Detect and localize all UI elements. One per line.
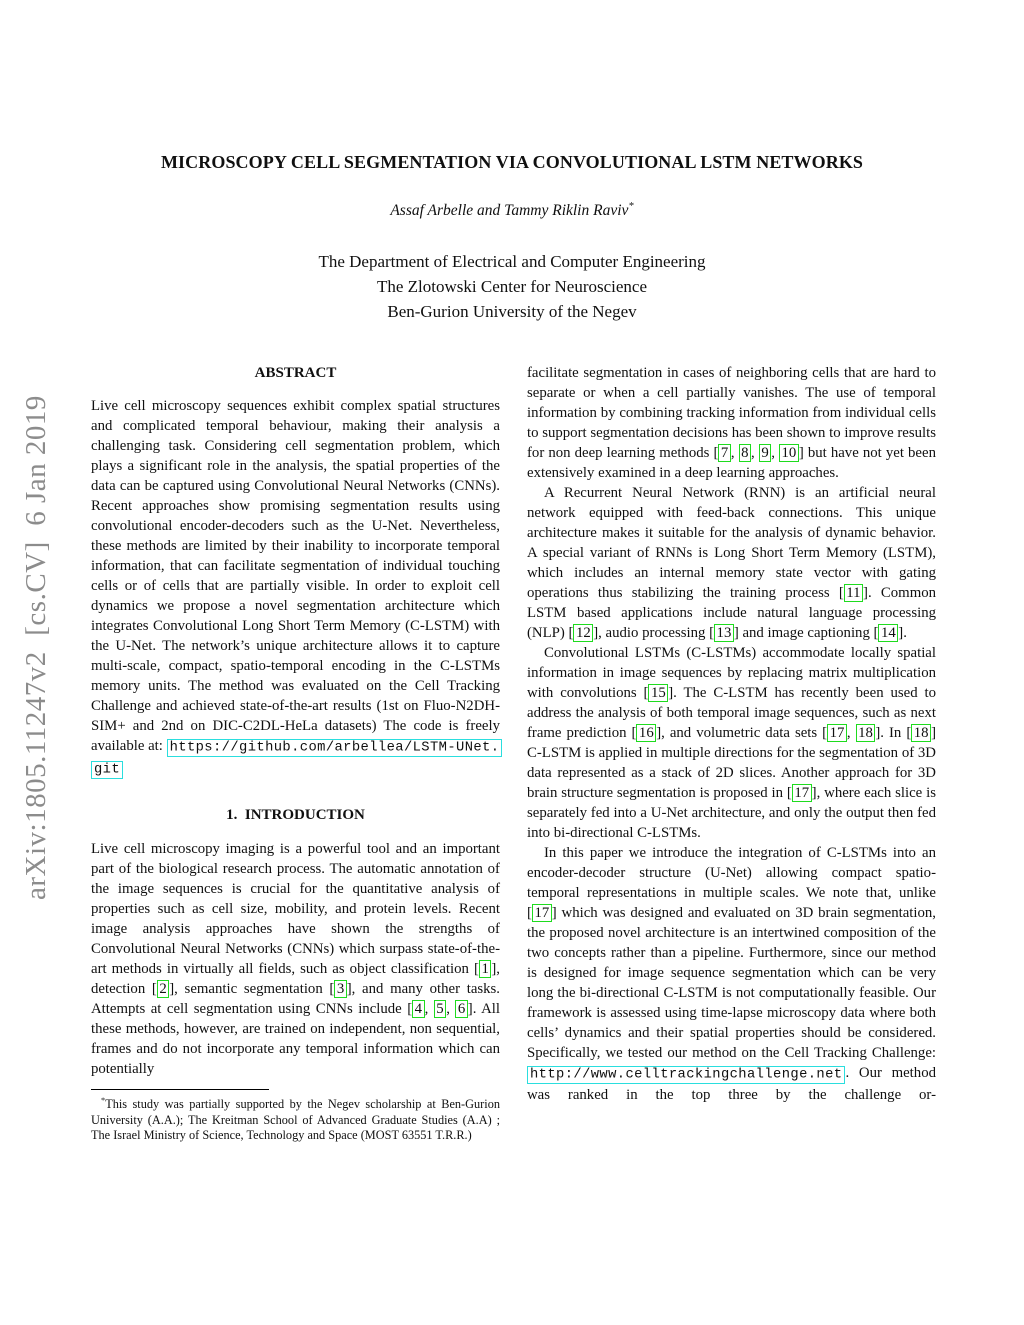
citation-ref[interactable]: 13	[714, 624, 734, 642]
citation-ref[interactable]: 10	[779, 444, 799, 462]
abstract-heading: ABSTRACT	[254, 365, 337, 381]
citation-ref[interactable]: 4	[412, 1000, 424, 1018]
affiliation-block	[0, 249, 1024, 324]
paper-title: MICROSCOPY CELL SEGMENTATION VIA CONVOLUTIONAL LSTM NETWORKS	[160, 152, 864, 172]
hyperlink[interactable]: https://github.com/arbellea/LSTM-UNet.git	[91, 739, 502, 779]
body-paragraph: A Recurrent Neural Network (RNN) is an artificial neural network equipped with feed-back connections. This unique architecture makes it suitable for the analysis of dynamic behavior. A special variant of RNNs is Long Short Term Memory (LSTM), which includes an internal memory state vector with gating operations thus stabilizing the training process [ 11 ]. Common LSTM based applications include natural language processing (NLP) [ 12 ], audio processing [ 13 ] and image captioning [ 14 ].	[527, 485, 936, 641]
citation-ref[interactable]: 17	[827, 724, 847, 742]
right-column	[527, 363, 936, 1105]
citation-ref[interactable]: 7	[718, 444, 730, 462]
arxiv-watermark: arXiv:1805.11247v2 [cs.CV] 6 Jan 2019	[20, 395, 52, 901]
affiliation-line: Ben-Gurion University of the Negev	[387, 302, 637, 321]
citation-ref[interactable]: 6	[455, 1000, 467, 1018]
footnote-rule	[91, 1089, 269, 1090]
body-paragraph: facilitate segmentation in cases of neighboring cells that are hard to separate or when a cell partially vanishes. The use of temporal information by combining tracking information from individual cells to support segmentation decisions has been shown to improve results for non deep learning methods [ 7 , 8 , 9 , 10 ] but have not yet been extensively examined in a deep learning approaches.	[527, 365, 936, 481]
body-paragraph: In this paper we introduce the integration of C-LSTMs into an encoder-decoder structure (U-Net) allowing compact spatio-temporal representations in multiple scales. We note that, unlike [ 17 ] which was designed and evaluated on 3D brain segmentation, the proposed novel architecture is an intertwined composition of the two concepts rather than a pipeline. Furthermore, since our method is designed for image sequence segmentation which can be very long the bi-directional C-LSTM is not computationally feasible. Our framework is assessed using time-lapse microscopy data where both cells’ dynamics and their spatial properties should be considered. Specifically, we tested our method on the Cell Tracking Challenge: http://www.celltrackingchallenge.net . Our method was ranked in the top three by the challenge or-	[527, 845, 936, 1103]
citation-ref[interactable]: 15	[648, 684, 668, 702]
two-column-body	[91, 363, 936, 1144]
citation-ref[interactable]: 17	[532, 904, 552, 922]
affiliation-line: The Zlotowski Center for Neuroscience	[376, 277, 648, 296]
affiliation-line: The Department of Electrical and Computer Engineering	[318, 252, 706, 271]
citation-ref[interactable]: 5	[434, 1000, 446, 1018]
citation-ref[interactable]: 9	[759, 444, 771, 462]
citation-ref[interactable]: 11	[844, 584, 863, 602]
citation-ref[interactable]: 1	[479, 960, 491, 978]
authors-names: Assaf Arbelle and Tammy Riklin Raviv	[390, 202, 629, 219]
left-column	[91, 363, 500, 1144]
citation-ref[interactable]: 8	[739, 444, 751, 462]
author-footnote-mark: *	[628, 200, 634, 212]
intro-paragraph: Live cell microscopy imaging is a powerful tool and an important part of the biological research process. The automatic annotation of the image sequences is crucial for the quantitative analysis of properties such as cell size, mobility, and protein levels. Recent image analysis approaches have shown the strengths of Convolutional Neural Networks (CNNs) which surpass state-of-the-art methods in virtually all fields, such as object classification [ 1 ], detection [ 2 ], semantic segmentation [ 3 ], and many other tasks. Attempts at cell segmentation using CNNs include [ 4 , 5 , 6 ]. All these methods, however, are trained on independent, non sequential, frames and do not incorporate any temporal information which can potentially	[91, 841, 501, 1077]
footnote-block	[91, 1089, 500, 1144]
footnote-body: This study was partially supported by the Negev scholarship at Ben-Gurion University (A.A.); The Kreitman School of Advanced Graduate Studies (A.A) ; The Israel Ministry of Science, Technology and Space (MOST 63551 T.R.R.)	[91, 1097, 500, 1143]
footnote-mark: *	[101, 1095, 106, 1105]
abstract-text: Live cell microscopy sequences exhibit complex spatial structures and complicated temporal behaviour, making their analysis a challenging task. Considering cell segmentation problem, which plays a significant role in the analysis, the spatial properties of the data can be captured using Convolutional Neural Networks (CNNs). Recent approaches show promising segmentation results using convolutional encoder-decoders such as the U-Net. Nevertheless, these methods are limited by their inability to incorporate temporal information, that can facilitate segmentation of individual touching cells or of cells that are partially visible. In order to exploit cell dynamics we propose a novel segmentation architecture which integrates Convolutional Long Short Term Memory (C-LSTM) with the U-Net. The network’s unique architecture allows it to capture multi-scale, compact, spatio-temporal encoding in the C-LSTMs memory units. The method was evaluated on the Cell Tracking Challenge and achieved state-of-the-art results (1st on Fluo-N2DH-SIM+ and 2nd on DIC-C2DL-HeLa datasets) The code is freely available at: https://github.com/arbellea/LSTM-UNet.git	[91, 396, 500, 780]
citation-ref[interactable]: 18	[911, 724, 931, 742]
citation-ref[interactable]: 2	[157, 980, 169, 998]
citation-ref[interactable]: 3	[334, 980, 346, 998]
citation-ref[interactable]: 18	[856, 724, 876, 742]
section-1-heading: 1. INTRODUCTION	[226, 807, 365, 823]
citation-ref[interactable]: 17	[792, 784, 812, 802]
body-paragraph: Convolutional LSTMs (C-LSTMs) accommodate locally spatial information in image sequences by replacing matrix multiplication with convolutions [ 15 ]. The C-LSTM has recently been used to address the analysis of both temporal image sequences, such as next frame prediction [ 16 ], and volumetric data sets [ 17 , 18 ]. In [ 18 ] C-LSTM is applied in multiple directions for the segmentation of 3D data represented as a stack of 2D slices. Another approach for 3D brain structure segmentation is proposed in [ 17 ], where each slice is separately fed into a U-Net architecture, and only the output then fed into bi-directional C-LSTMs.	[527, 645, 936, 841]
hyperlink[interactable]: http://www.celltrackingchallenge.net	[527, 1066, 845, 1084]
authors-line	[0, 202, 1024, 220]
citation-ref[interactable]: 14	[878, 624, 898, 642]
citation-ref[interactable]: 16	[636, 724, 656, 742]
footnote-text	[91, 1097, 500, 1144]
citation-ref[interactable]: 12	[573, 624, 593, 642]
